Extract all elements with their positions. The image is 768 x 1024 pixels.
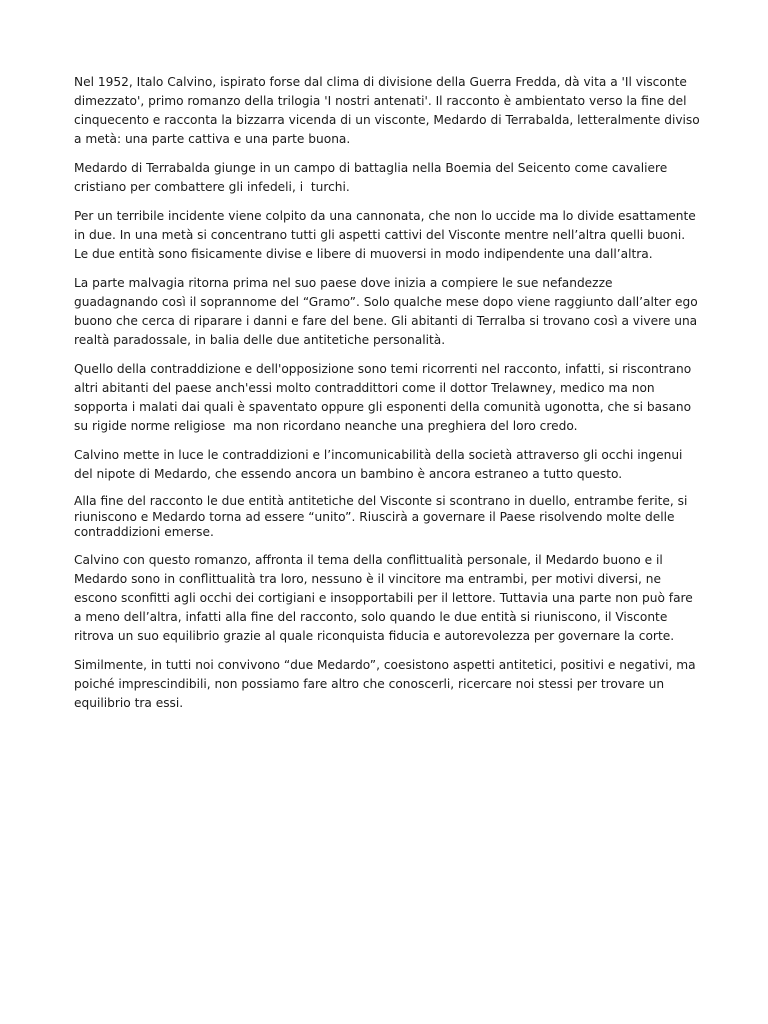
document-body <box>74 73 704 723</box>
paragraph-4: La parte malvagia ritorna prima nel suo paese dove inizia a compiere le sue nefandezze guadagnando così il soprannome del “Gramo”. Solo qualche mese dopo viene raggiunto dall’alter ego buono che cerca di riparare i danni e fare del bene. Gli abitanti di Terralba si trovano così a vivere una realtà paradossale, in balia delle due antitetiche personalità. <box>74 276 702 347</box>
paragraph-6: Calvino mette in luce le contraddizioni e l’incomunicabilità della società attraverso gli occhi ingenui del nipote di Medardo, che essendo ancora un bambino è ancora estraneo a tutto questo. <box>74 448 687 481</box>
paragraph-5: Quello della contraddizione e dell'opposizione sono temi ricorrenti nel racconto, infatti, si riscontrano altri abitanti del paese anch'essi molto contraddittori come il dottor Trelawney, medico ma non sopporta i malati dai quali è spaventato oppure gli esponenti della comunità ugonotta, che si basano su rigide norme religiose ma non ricordano neanche una preghiera del loro credo. <box>74 362 696 433</box>
paragraph-9: Similmente, in tutti noi convivono “due Medardo”, coesistono aspetti antitetici, positivi e negativi, ma poiché imprescindibili, non possiamo fare altro che conoscerli, ricercare noi stessi per trovare un equilibrio tra essi. <box>74 657 700 710</box>
paragraph-7: Alla fine del racconto le due entità antitetiche del Visconte si scontrano in duello, entrambe ferite, si riuniscono e Medardo torna ad essere “unito”. Riuscirà a governare il Paese risolvendo molte delle contraddizioni emerse. <box>74 494 692 539</box>
paragraph-8: Calvino con questo romanzo, affronta il tema della conflittualità personale, il Medardo buono e il Medardo sono in conflittualità tra loro, nessuno è il vincitore ma entrambi, per motivi diversi, ne escono sconfitti agli occhi dei cortigiani e insopportabili per il lettore. Tuttavia una parte non può fare a meno dell’altra, infatti alla fine del racconto, solo quando le due entità si riuniscono, il Visconte ritrova un suo equilibrio grazie al quale riconquista fiducia e autorevolezza per governare la corte. <box>74 552 697 643</box>
paragraph-3: Per un terribile incidente viene colpito da una cannonata, che non lo uccide ma lo divide esattamente in due. In una metà si concentrano tutti gli aspetti cattivi del Visconte mentre nell’altra quelli buoni. Le due entità sono fisicamente divise e libere di muoversi in modo indipendente una dall’altra. <box>74 209 700 261</box>
paragraph-1: Nel 1952, Italo Calvino, ispirato forse dal clima di divisione della Guerra Fredda, dà vita a 'Il visconte dimezzato', primo romanzo della trilogia 'I nostri antenati'. Il racconto è ambientato verso la fine del cinquecento e racconta la bizzarra vicenda di un visconte, Medardo di Terrabalda, letteralmente diviso a metà: una parte cattiva e una parte buona. <box>74 75 704 146</box>
paragraph-2: Medardo di Terrabalda giunge in un campo di battaglia nella Boemia del Seicento come cavaliere cristiano per combattere gli infedeli, i turchi. <box>74 161 672 194</box>
